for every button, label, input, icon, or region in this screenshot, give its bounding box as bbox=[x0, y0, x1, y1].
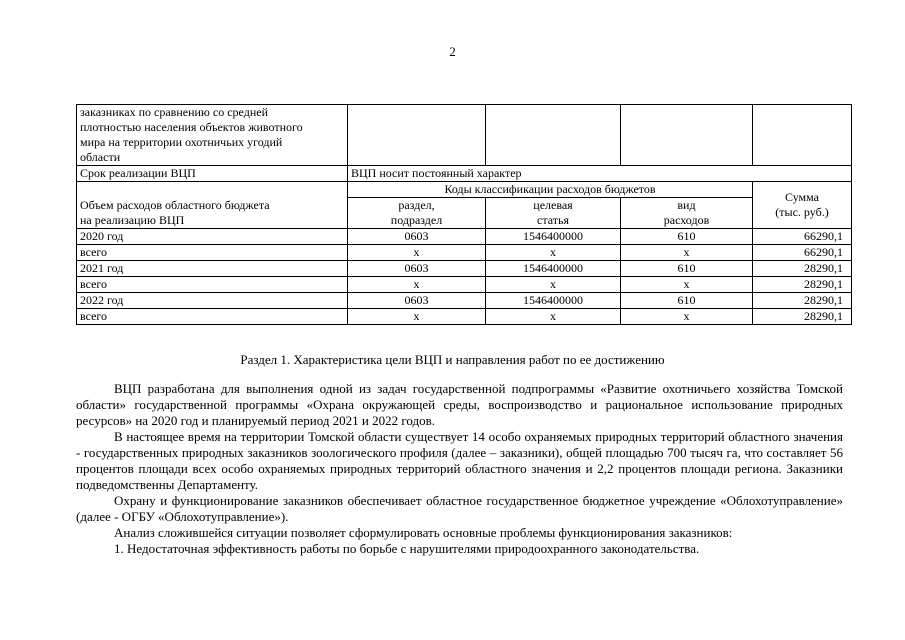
kind-header bbox=[621, 198, 753, 229]
table-row bbox=[77, 105, 852, 166]
table-text-line: мира на территории охотничьих угодий bbox=[80, 135, 283, 149]
row-target: х bbox=[486, 277, 621, 293]
volume-label-line: на реализацию ВЦП bbox=[80, 213, 185, 227]
row-label: 2022 год bbox=[77, 293, 348, 309]
table-row bbox=[77, 309, 852, 325]
header-line: целевая bbox=[533, 198, 573, 212]
row-sum: 28290,1 bbox=[753, 309, 852, 325]
paragraph: В настоящее время на территории Томской области существует 14 особо охраняемых природных территорий областного значения - государственных природных заказников зоологического профиля (далее – заказники), общей площадью 700 тысяч га, что составляет 56 процентов площади всех особо охраняемых природных территорий областного значения и 2,2 процентов площади региона. Заказники подведомственны Департаменту. bbox=[76, 429, 843, 492]
row-label: всего bbox=[77, 277, 348, 293]
row-kind: 610 bbox=[621, 293, 753, 309]
table-cell bbox=[486, 105, 621, 166]
table-row bbox=[77, 245, 852, 261]
table-row bbox=[77, 277, 852, 293]
paragraph: Охрану и функционирование заказников обеспечивает областное государственное бюджетное учреждение «Облохотуправление» (далее - ОГБУ «Облохотуправление»). bbox=[76, 493, 843, 524]
row-kind: 610 bbox=[621, 229, 753, 245]
row-sum: 28290,1 bbox=[753, 293, 852, 309]
table-row bbox=[77, 166, 852, 182]
row-target: 1546400000 bbox=[486, 261, 621, 277]
term-value: ВЦП носит постоянный характер bbox=[348, 166, 852, 182]
row-kind: х bbox=[621, 245, 753, 261]
row-kind: х bbox=[621, 277, 753, 293]
row-target: х bbox=[486, 309, 621, 325]
header-line: статья bbox=[537, 213, 569, 227]
table-text-line: плотностью населения объектов животного bbox=[80, 120, 303, 134]
table-text-line: заказниках по сравнению со средней bbox=[80, 105, 268, 119]
table-row bbox=[77, 261, 852, 277]
paragraph: 1. Недостаточная эффективность работы по борьбе с нарушителями природоохранного законодательства. bbox=[114, 541, 700, 556]
header-line: вид bbox=[677, 198, 696, 212]
table-cell bbox=[753, 105, 852, 166]
row-kind: 610 bbox=[621, 261, 753, 277]
section-title: Раздел 1. Характеристика цели ВЦП и направления работ по ее достижению bbox=[240, 352, 665, 367]
row-section: х bbox=[348, 309, 486, 325]
row-section: 0603 bbox=[348, 293, 486, 309]
term-label: Срок реализации ВЦП bbox=[77, 166, 348, 182]
table-row bbox=[77, 293, 852, 309]
row-target: 1546400000 bbox=[486, 293, 621, 309]
row-sum: 28290,1 bbox=[753, 261, 852, 277]
section-header bbox=[348, 198, 486, 229]
volume-label-line: Объем расходов областного бюджета bbox=[80, 198, 270, 212]
row-section: х bbox=[348, 245, 486, 261]
row-target: х bbox=[486, 245, 621, 261]
target-header bbox=[486, 198, 621, 229]
row-section: 0603 bbox=[348, 229, 486, 245]
header-line: расходов bbox=[663, 213, 710, 227]
row-sum: 66290,1 bbox=[753, 245, 852, 261]
row-label: всего bbox=[77, 245, 348, 261]
table-cell bbox=[348, 105, 486, 166]
table-row bbox=[77, 229, 852, 245]
sum-header-line: (тыс. руб.) bbox=[775, 205, 829, 219]
budget-table bbox=[76, 104, 852, 325]
header-line: раздел, bbox=[398, 198, 435, 212]
row-section: х bbox=[348, 277, 486, 293]
row-sum: 66290,1 bbox=[753, 229, 852, 245]
table-cell bbox=[77, 105, 348, 166]
header-line: подраздел bbox=[390, 213, 443, 227]
page-number: 2 bbox=[449, 44, 456, 59]
row-label: 2021 год bbox=[77, 261, 348, 277]
table-text-line: области bbox=[80, 150, 121, 164]
row-section: 0603 bbox=[348, 261, 486, 277]
row-label: 2020 год bbox=[77, 229, 348, 245]
body-text bbox=[76, 381, 843, 557]
sum-header-line: Сумма bbox=[785, 190, 819, 204]
row-sum: 28290,1 bbox=[753, 277, 852, 293]
paragraph: ВЦП разработана для выполнения одной из задач государственной подпрограммы «Развитие охотничьего хозяйства Томской области» государственной программы «Охрана окружающей среды, воспроизводство и рациональное использование природных ресурсов» на 2020 год и планируемый период 2021 и 2022 годов. bbox=[76, 381, 843, 428]
codes-header: Коды классификации расходов бюджетов bbox=[348, 182, 753, 198]
sum-header bbox=[753, 182, 852, 229]
paragraph: Анализ сложившейся ситуации позволяет сформулировать основные проблемы функционирования заказников: bbox=[114, 525, 733, 540]
table-cell bbox=[621, 105, 753, 166]
row-target: 1546400000 bbox=[486, 229, 621, 245]
row-kind: х bbox=[621, 309, 753, 325]
row-label: всего bbox=[77, 309, 348, 325]
volume-label-cell bbox=[77, 182, 348, 229]
table-row bbox=[77, 182, 852, 198]
